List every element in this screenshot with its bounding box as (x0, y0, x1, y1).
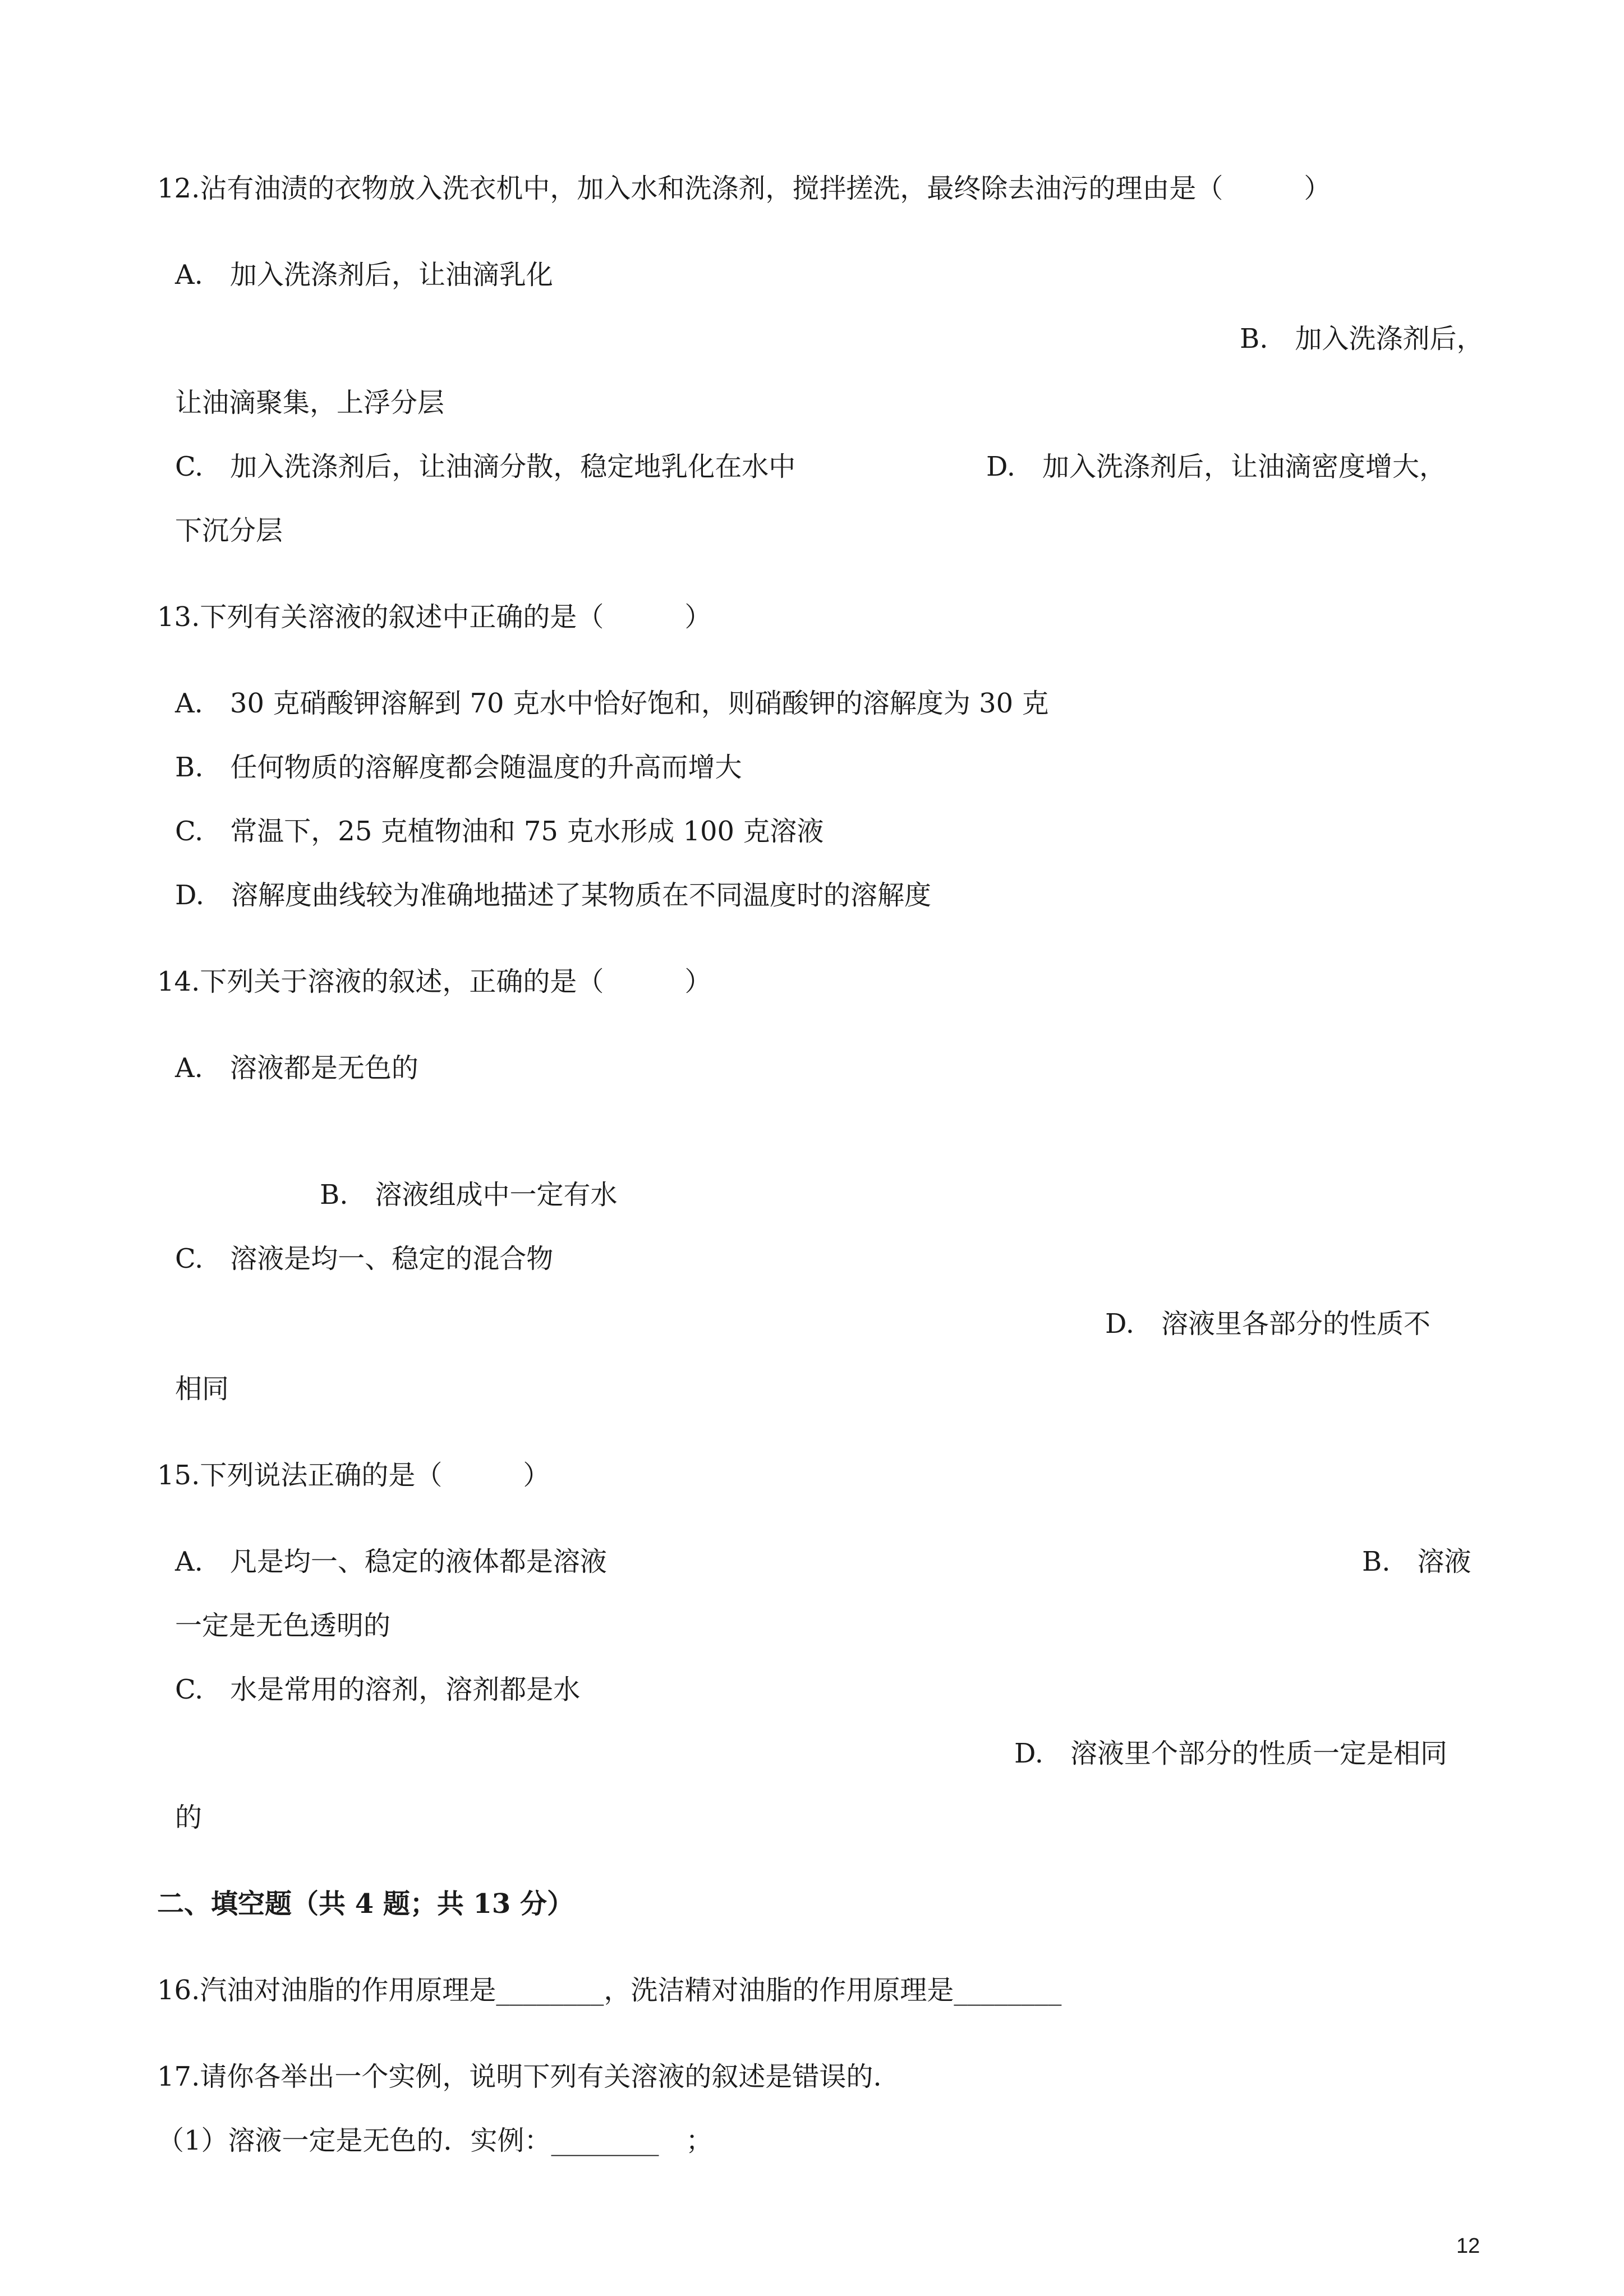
q14-option-b: B. 溶液组成中一定有水 (320, 1179, 618, 1211)
q12-option-b: B. 加入洗涤剂后， (1240, 323, 1484, 355)
q13-option-d: D. 溶解度曲线较为准确地描述了某物质在不同温度时的溶解度 (175, 880, 932, 911)
q12-option-d-continued: 下沉分层 (175, 515, 283, 546)
q15-option-d: D. 溶液里个部分的性质一定是相同 (1014, 1738, 1448, 1769)
q13-stem: 13.下列有关溶液的叙述中正确的是（ ） (157, 601, 712, 633)
q14-option-d-continued: 相同 (175, 1373, 229, 1405)
q13-option-c: C. 常温下，25 克植物油和 75 克水形成 100 克溶液 (175, 816, 824, 847)
page-number: 12 (1456, 2234, 1480, 2258)
q12-option-c: C. 加入洗涤剂后，让油滴分散，稳定地乳化在水中 (175, 451, 796, 482)
q12-option-b-continued: 让油滴聚集，上浮分层 (175, 387, 445, 418)
q15-option-c: C. 水是常用的溶剂，溶剂都是水 (175, 1674, 581, 1705)
q15-option-d-continued: 的 (175, 1802, 203, 1833)
q14-option-c: C. 溶液是均一、稳定的混合物 (175, 1243, 554, 1274)
q12-option-a: A. 加入洗涤剂后，让油滴乳化 (175, 259, 553, 291)
q13-option-b: B. 任何物质的溶解度都会随温度的升高而增大 (175, 752, 742, 783)
section-heading: 二、填空题（共 4 题；共 13 分） (157, 1888, 574, 1920)
q14-stem: 14.下列关于溶液的叙述，正确的是（ ） (157, 966, 712, 997)
q17-sub1: （1）溶液一定是无色的．实例：________ ； (157, 2125, 713, 2156)
q17-stem: 17.请你各举出一个实例，说明下列有关溶液的叙述是错误的. (157, 2061, 882, 2092)
q13-option-a: A. 30 克硝酸钾溶解到 70 克水中恰好饱和，则硝酸钾的溶解度为 30 克 (175, 688, 1049, 719)
q16-text: 16.汽油对油脂的作用原理是________，洗洁精对油脂的作用原理是________ (157, 1975, 1062, 2006)
q12-option-d: D. 加入洗涤剂后，让油滴密度增大， (986, 451, 1447, 482)
q14-option-a: A. 溶液都是无色的 (175, 1052, 418, 1084)
q15-option-a: A. 凡是均一、稳定的液体都是溶液 (175, 1546, 607, 1577)
q15-option-b: B. 溶液 (1362, 1546, 1471, 1577)
q15-option-b-continued: 一定是无色透明的 (175, 1610, 391, 1641)
q14-option-d: D. 溶液里各部分的性质不 (1105, 1308, 1431, 1340)
q12-stem: 12.沾有油渍的衣物放入洗衣机中，加入水和洗涤剂，搅拌搓洗，最终除去油污的理由是（ ） (157, 173, 1331, 204)
q15-stem: 15.下列说法正确的是（ ） (157, 1460, 550, 1491)
